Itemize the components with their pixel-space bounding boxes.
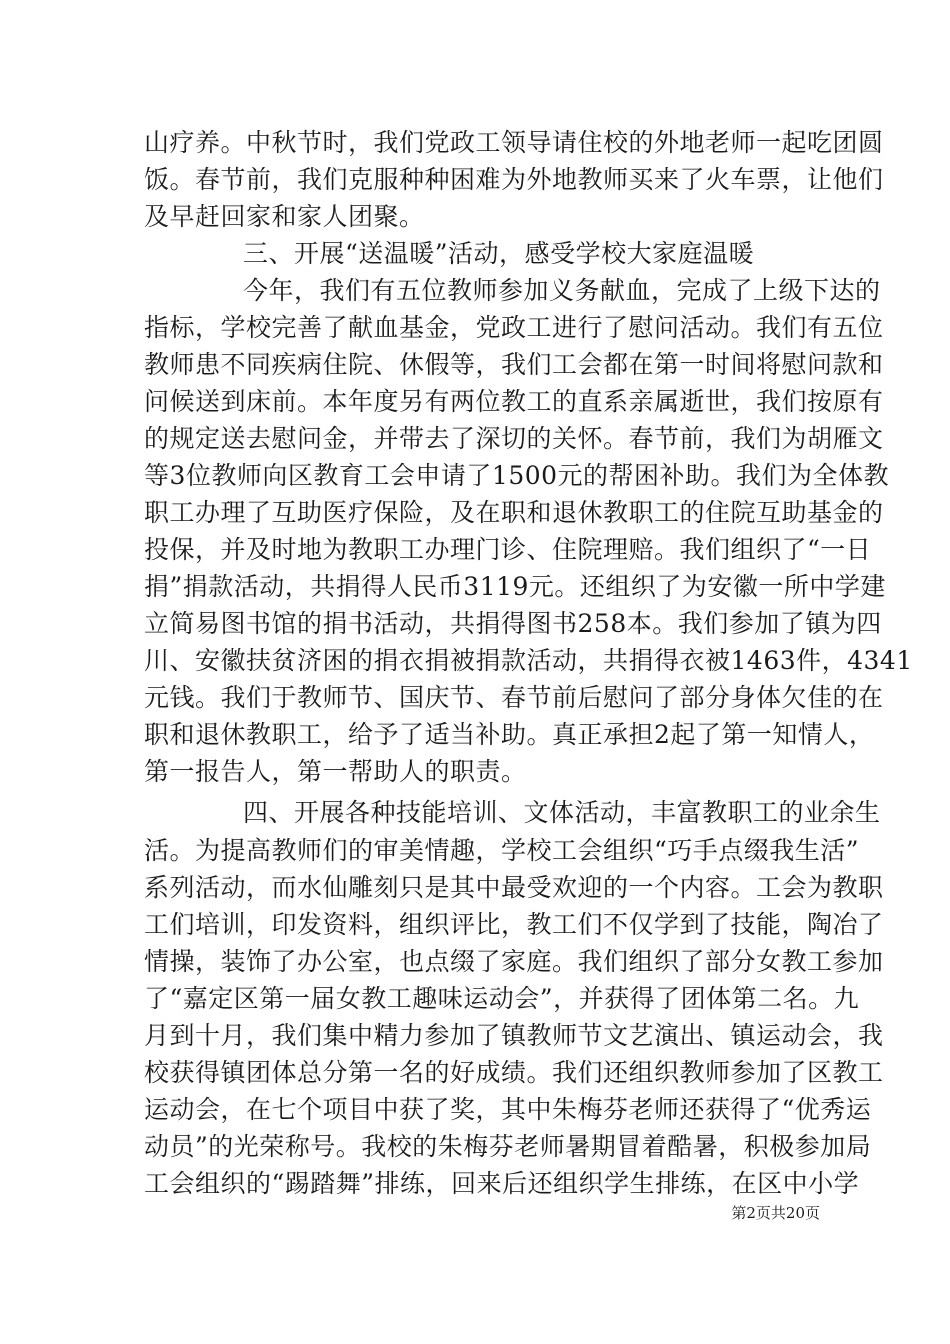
section-heading-3: 三、开展“送温暖”活动，感受学校大家庭温暖	[243, 239, 755, 268]
text-line: 工会组织的“踢踏舞”排练，回来后还组织学生排练，在区中小学	[144, 1169, 860, 1198]
text-line: 教师患不同疾病住院、休假等，我们工会都在第一时间将慰问款和	[144, 350, 884, 379]
text-line: 情操，装饰了办公室，也点缀了家庭。我们组织了部分女教工参加	[144, 947, 884, 976]
text-line: 及早赶回家和家人团聚。	[144, 202, 425, 231]
section-heading-4: 四、开展各种技能培训、文体活动，丰富教职工的业余生	[243, 798, 881, 827]
page-number: 第2页共20页	[731, 1204, 820, 1222]
text-line: 投保，并及时地为教职工办理门诊、住院理赔。我们组织了“一日	[144, 535, 872, 564]
text-line: 立简易图书馆的捐书活动，共捐得图书258本。我们参加了镇为四	[144, 609, 882, 638]
text-line: 饭。春节前，我们克服种种困难为外地教师买来了火车票，让他们	[144, 165, 884, 194]
text-line: 动员”的光荣称号。我校的朱梅芬老师暑期冒着酷暑，积极参加局	[144, 1132, 872, 1161]
text-line: 职和退休教职工，给予了适当补助。真正承担2起了第一知情人，	[144, 720, 875, 749]
text-line: 川、安徽扶贫济困的捐衣捐被捐款活动，共捐得衣被1463件，4341	[144, 646, 913, 675]
text-line: 第一报告人，第一帮助人的职责。	[144, 757, 527, 786]
text-line: 等3位教师向区教育工会申请了1500元的帮困补助。我们为全体教	[144, 461, 890, 490]
text-line: 了“嘉定区第一届女教工趣味运动会”，并获得了团体第二名。九	[144, 984, 860, 1013]
text-line: 问候送到床前。本年度另有两位教工的直系亲属逝世，我们按原有	[144, 387, 884, 416]
text-line: 元钱。我们于教师节、国庆节、春节前后慰问了部分身体欠佳的在	[144, 683, 884, 712]
text-line: 运动会，在七个项目中获了奖，其中朱梅芬老师还获得了“优秀运	[144, 1095, 872, 1124]
text-line: 活。为提高教师们的审美情趣，学校工会组织“巧手点缀我生活”	[144, 836, 860, 865]
text-line: 山疗养。中秋节时，我们党政工领导请住校的外地老师一起吃团圆	[144, 128, 884, 157]
text-line: 职工办理了互助医疗保险，及在职和退休教职工的住院互助基金的	[144, 498, 884, 527]
text-line: 的规定送去慰问金，并带去了深切的关怀。春节前，我们为胡雁文	[144, 424, 884, 453]
text-line: 工们培训，印发资料，组织评比，教工们不仅学到了技能，陶冶了	[144, 910, 884, 939]
text-line: 系列活动，而水仙雕刻只是其中最受欢迎的一个内容。工会为教职	[144, 873, 884, 902]
text-line: 指标，学校完善了献血基金，党政工进行了慰问活动。我们有五位	[144, 313, 884, 342]
text-line: 捐”捐款活动，共捐得人民币3119元。还组织了为安徽一所中学建	[144, 572, 886, 601]
text-line: 月到十月，我们集中精力参加了镇教师节文艺演出、镇运动会，我	[144, 1021, 884, 1050]
text-line: 校获得镇团体总分第一名的好成绩。我们还组织教师参加了区教工	[144, 1058, 884, 1087]
text-line: 今年，我们有五位教师参加义务献血，完成了上级下达的	[243, 276, 881, 305]
